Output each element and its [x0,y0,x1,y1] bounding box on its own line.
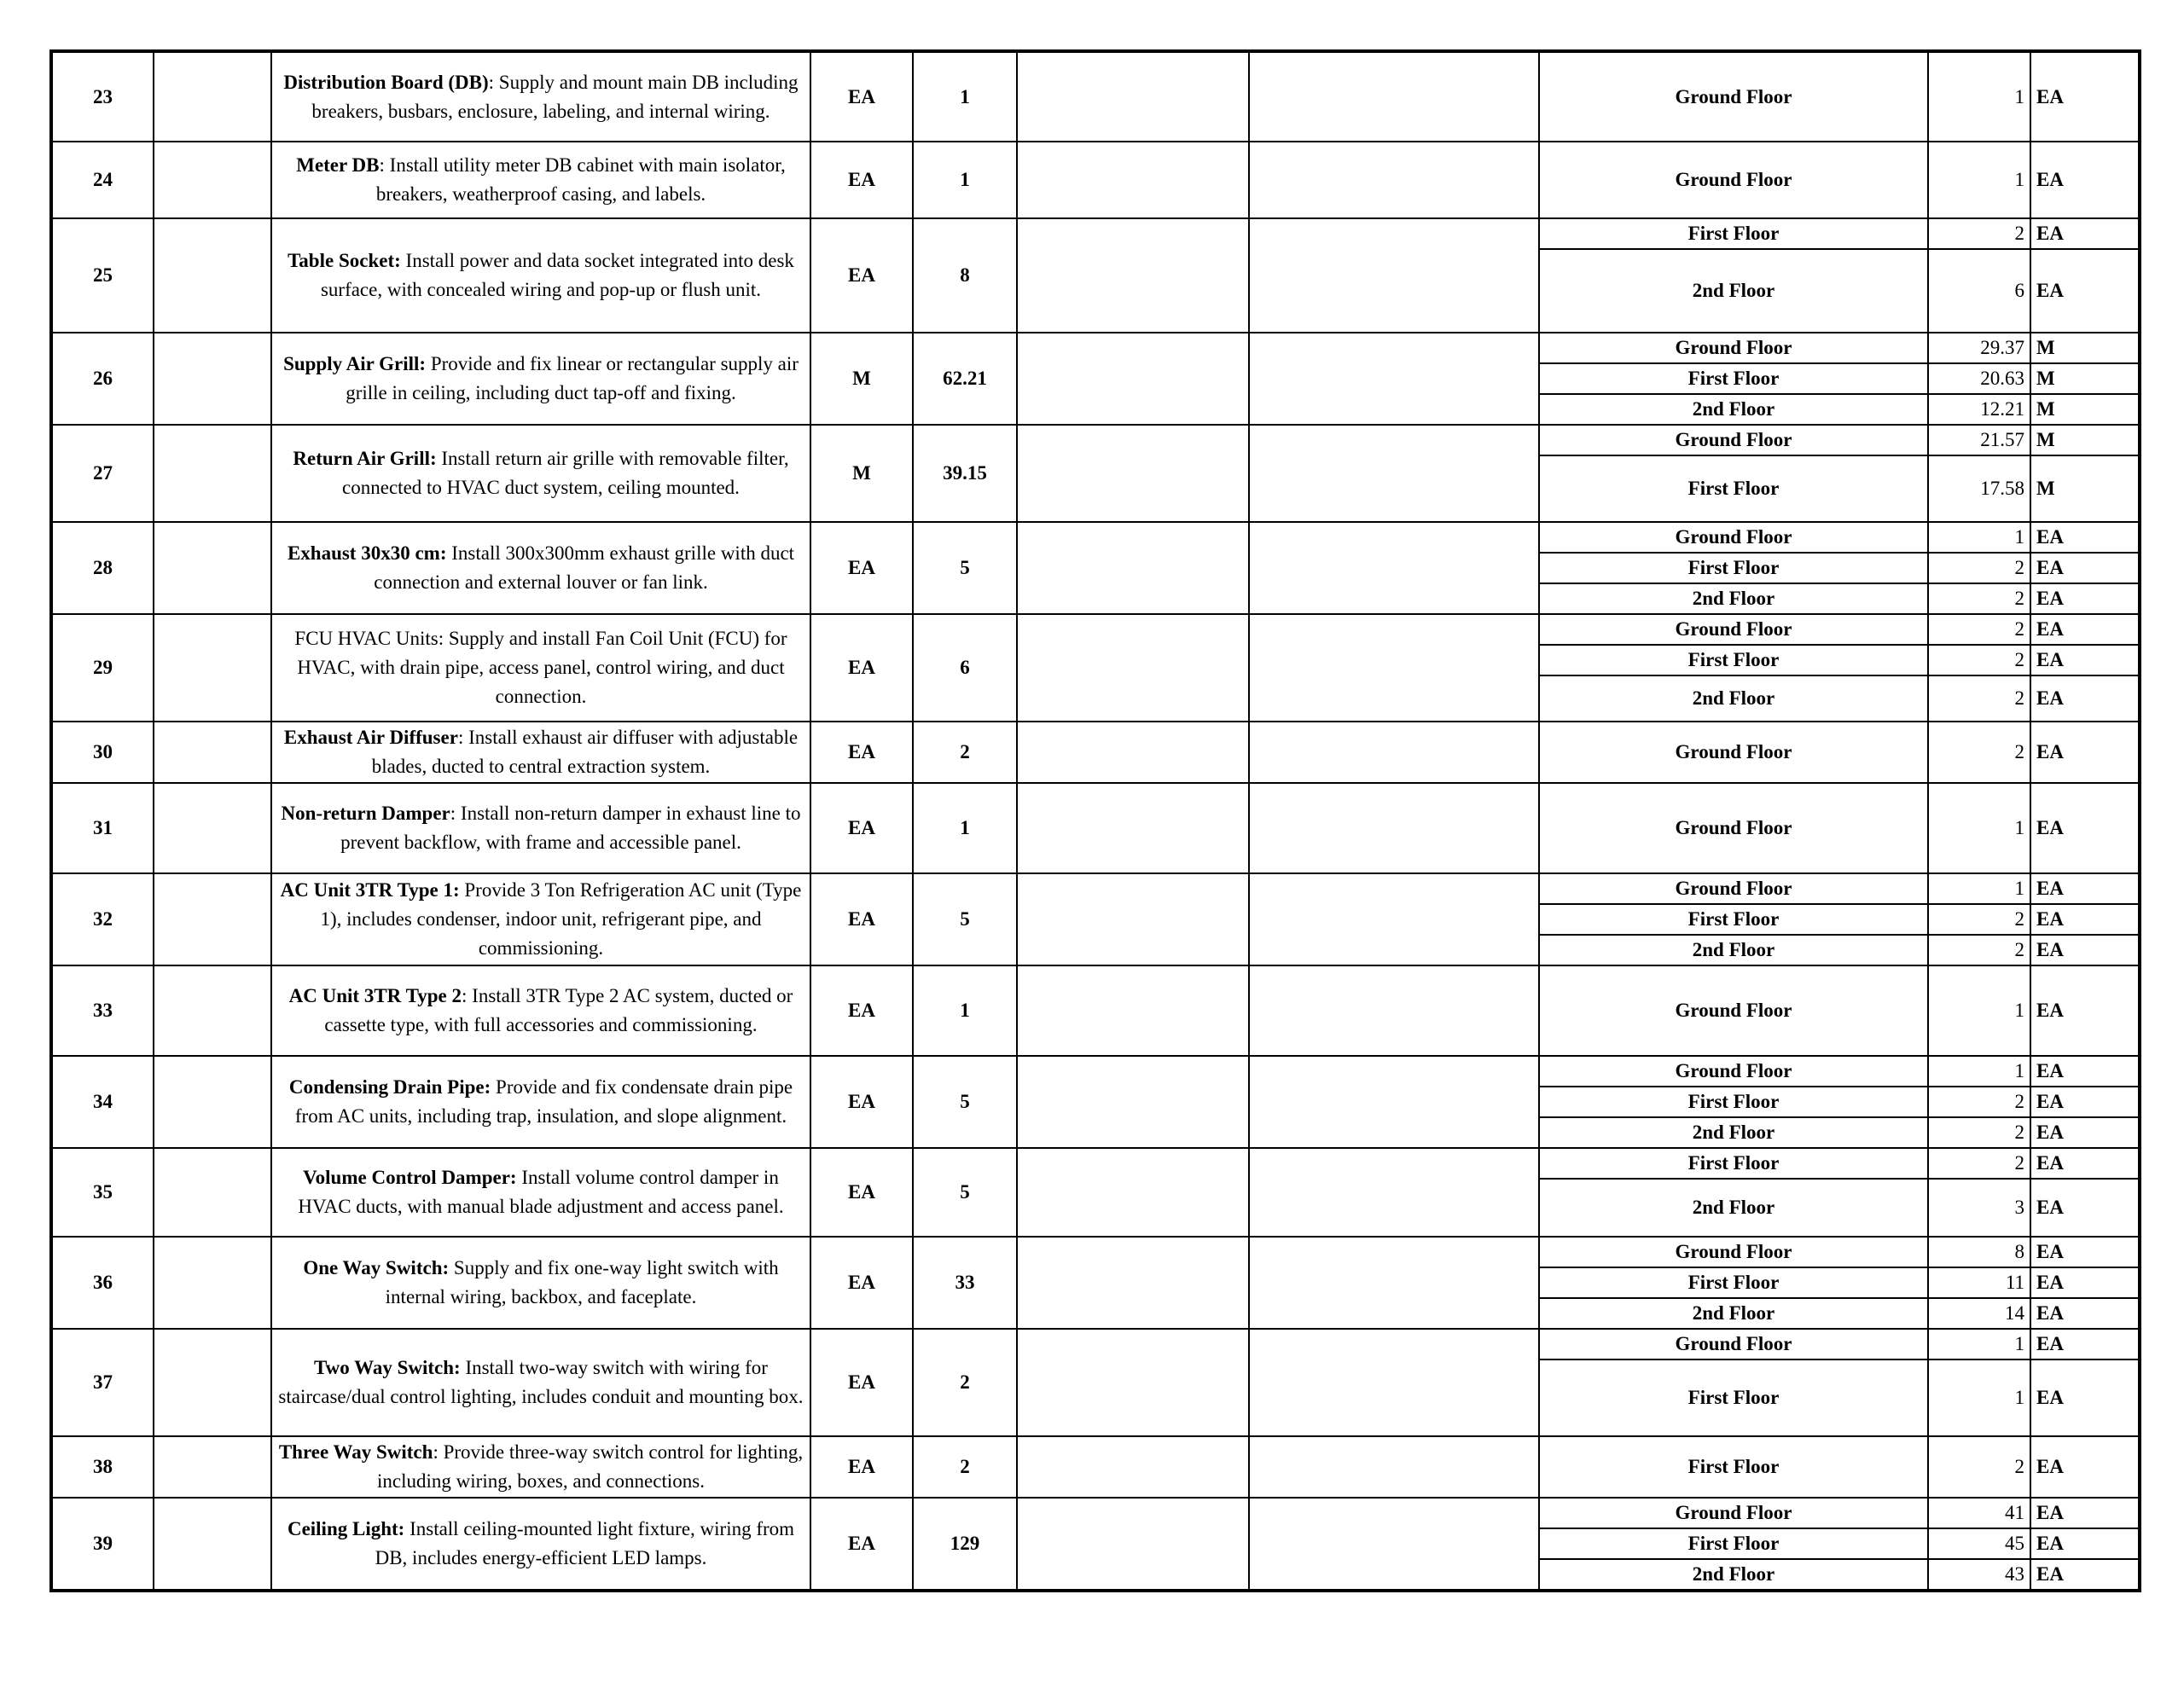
item-text: : Provide three-way switch control for lighting, including wiring, boxes, and connections. [377,1441,804,1492]
location-quantity: 2 [1928,722,2030,783]
location-quantity: 14 [1928,1298,2030,1329]
amount-cell [1249,51,1539,142]
item-quantity: 1 [913,142,1017,218]
item-unit: EA [810,873,913,965]
location-quantity: 2 [1928,1117,2030,1148]
location-quantity: 2 [1928,1087,2030,1117]
location-quantity: 2 [1928,645,2030,675]
rate-cell [1017,425,1249,522]
item-title: Condensing Drain Pipe: [288,1076,491,1098]
item-quantity: 62.21 [913,333,1017,425]
location-floor: First Floor [1539,1359,1928,1436]
item-unit: EA [810,1329,913,1436]
rate-cell [1017,522,1249,614]
location-unit: EA [2030,1528,2140,1559]
table-row [51,1056,2140,1087]
item-title: AC Unit 3TR Type 2 [288,985,462,1006]
location-quantity: 3 [1928,1179,2030,1237]
item-description [271,873,810,965]
item-description [271,522,810,614]
location-floor: Ground Floor [1539,722,1928,783]
table-row [51,1498,2140,1528]
boq-body [51,51,2140,1591]
item-title: Three Way Switch [278,1441,433,1463]
item-quantity: 129 [913,1498,1017,1591]
location-floor: 2nd Floor [1539,935,1928,965]
item-number: 24 [51,142,154,218]
location-quantity: 21.57 [1928,425,2030,455]
location-floor: First Floor [1539,1087,1928,1117]
location-floor: Ground Floor [1539,783,1928,873]
item-number: 35 [51,1148,154,1237]
item-number: 23 [51,51,154,142]
blank-cell [154,965,271,1056]
table-row [51,51,2140,142]
location-floor: 2nd Floor [1539,1559,1928,1591]
location-quantity: 1 [1928,51,2030,142]
table-row [51,873,2140,904]
item-quantity: 8 [913,218,1017,333]
item-text: Install power and data socket integrated into desk surface, with concealed wiring and pop-up or flush unit. [320,250,794,300]
item-unit: EA [810,783,913,873]
blank-cell [154,1498,271,1591]
item-number: 29 [51,614,154,722]
table-row [51,722,2140,783]
item-number: 36 [51,1237,154,1329]
amount-cell [1249,1148,1539,1237]
location-floor: 2nd Floor [1539,249,1928,333]
item-title: Return Air Grill: [293,448,437,469]
amount-cell [1249,614,1539,722]
location-quantity: 2 [1928,583,2030,614]
location-unit: EA [2030,522,2140,553]
location-floor: Ground Floor [1539,1237,1928,1267]
item-quantity: 5 [913,1056,1017,1148]
table-row [51,425,2140,455]
rate-cell [1017,965,1249,1056]
location-quantity: 2 [1928,935,2030,965]
location-quantity: 2 [1928,553,2030,583]
item-unit: M [810,333,913,425]
location-floor: Ground Floor [1539,1498,1928,1528]
location-floor: Ground Floor [1539,51,1928,142]
blank-cell [154,142,271,218]
location-unit: EA [2030,1179,2140,1237]
location-floor: Ground Floor [1539,1329,1928,1359]
location-unit: EA [2030,1087,2140,1117]
table-row [51,333,2140,363]
item-title: Non-return Damper [281,803,450,824]
location-quantity: 1 [1928,1359,2030,1436]
location-floor: First Floor [1539,1267,1928,1298]
item-text: Install return air grille with removable filter, connected to HVAC duct system, ceiling mounted. [342,448,789,498]
location-unit: EA [2030,1056,2140,1087]
item-text: Supply and fix one-way light switch with internal wiring, backbox, and faceplate. [385,1257,779,1307]
item-description [271,142,810,218]
rate-cell [1017,1436,1249,1498]
blank-cell [154,522,271,614]
item-title: Two Way Switch: [314,1357,461,1378]
item-title: One Way Switch: [303,1257,450,1278]
location-floor: 2nd Floor [1539,1117,1928,1148]
location-unit: EA [2030,249,2140,333]
item-description [271,1148,810,1237]
boq-table [49,49,2141,1592]
table-row [51,142,2140,218]
item-text: : Install utility meter DB cabinet with main isolator, breakers, weatherproof casing, and labels. [375,154,786,205]
location-unit: EA [2030,1148,2140,1179]
location-quantity: 17.58 [1928,455,2030,522]
amount-cell [1249,218,1539,333]
item-text: Provide and fix linear or rectangular supply air grille in ceiling, including duct tap-off and fixing. [346,353,799,403]
location-quantity: 43 [1928,1559,2030,1591]
location-unit: EA [2030,583,2140,614]
location-unit: M [2030,363,2140,394]
location-unit: M [2030,333,2140,363]
location-quantity: 1 [1928,783,2030,873]
amount-cell [1249,142,1539,218]
location-floor: Ground Floor [1539,142,1928,218]
rate-cell [1017,873,1249,965]
item-text: Install two-way switch with wiring for staircase/dual control lighting, includes conduit and mounting box. [278,1357,804,1407]
rate-cell [1017,142,1249,218]
location-unit: EA [2030,1329,2140,1359]
rate-cell [1017,333,1249,425]
item-quantity: 5 [913,873,1017,965]
rate-cell [1017,614,1249,722]
location-unit: EA [2030,218,2140,249]
item-text: Install volume control damper in HVAC ducts, with manual blade adjustment and access panel. [298,1167,784,1217]
location-quantity: 29.37 [1928,333,2030,363]
location-quantity: 2 [1928,614,2030,645]
item-text: : Install exhaust air diffuser with adjustable blades, ducted to central extraction system. [371,727,799,777]
item-unit: EA [810,1436,913,1498]
item-quantity: 1 [913,51,1017,142]
item-quantity: 2 [913,1329,1017,1436]
location-unit: M [2030,425,2140,455]
blank-cell [154,425,271,522]
item-description [271,783,810,873]
item-title: Exhaust 30x30 cm: [287,542,447,564]
item-title: Volume Control Damper: [303,1167,517,1188]
item-description [271,333,810,425]
item-unit: EA [810,722,913,783]
location-floor: First Floor [1539,363,1928,394]
amount-cell [1249,1237,1539,1329]
item-unit: EA [810,142,913,218]
item-description [271,218,810,333]
location-unit: EA [2030,1117,2140,1148]
table-row [51,614,2140,645]
location-floor: Ground Floor [1539,333,1928,363]
item-number: 34 [51,1056,154,1148]
location-unit: EA [2030,614,2140,645]
item-title: AC Unit 3TR Type 1: [280,879,460,901]
blank-cell [154,1436,271,1498]
location-unit: EA [2030,645,2140,675]
rate-cell [1017,1237,1249,1329]
location-floor: Ground Floor [1539,614,1928,645]
item-description [271,425,810,522]
item-description [271,965,810,1056]
location-unit: EA [2030,1298,2140,1329]
location-unit: EA [2030,1498,2140,1528]
item-text: : Install 3TR Type 2 AC system, ducted or cassette type, with full accessories and commissioning. [324,985,793,1035]
item-text: : Install non-return damper in exhaust line to prevent backflow, with frame and accessible panel. [340,803,801,853]
blank-cell [154,1056,271,1148]
location-quantity: 45 [1928,1528,2030,1559]
location-quantity: 1 [1928,1056,2030,1087]
item-description [271,1056,810,1148]
location-floor: 2nd Floor [1539,675,1928,722]
item-number: 38 [51,1436,154,1498]
item-text: Install 300x300mm exhaust grille with duct connection and external louver or fan link. [374,542,795,593]
location-unit: EA [2030,904,2140,935]
location-unit: EA [2030,553,2140,583]
table-row [51,522,2140,553]
location-floor: First Floor [1539,218,1928,249]
amount-cell [1249,522,1539,614]
item-description [271,722,810,783]
item-description [271,1237,810,1329]
amount-cell [1249,425,1539,522]
blank-cell [154,51,271,142]
item-quantity: 33 [913,1237,1017,1329]
rate-cell [1017,1329,1249,1436]
location-floor: Ground Floor [1539,965,1928,1056]
location-unit: EA [2030,965,2140,1056]
amount-cell [1249,783,1539,873]
location-quantity: 2 [1928,904,2030,935]
item-number: 31 [51,783,154,873]
item-number: 33 [51,965,154,1056]
item-quantity: 1 [913,783,1017,873]
location-quantity: 1 [1928,1329,2030,1359]
location-unit: EA [2030,675,2140,722]
location-quantity: 1 [1928,142,2030,218]
blank-cell [154,218,271,333]
rate-cell [1017,51,1249,142]
item-title: Supply Air Grill: [283,353,427,374]
item-text: Provide 3 Ton Refrigeration AC unit (Type 1), includes condenser, indoor unit, refrigerant pipe, and commissioning. [320,879,802,959]
location-unit: EA [2030,1559,2140,1591]
location-floor: 2nd Floor [1539,394,1928,425]
table-row [51,965,2140,1056]
item-unit: EA [810,51,913,142]
item-number: 39 [51,1498,154,1591]
rate-cell [1017,722,1249,783]
table-row [51,783,2140,873]
item-unit: EA [810,614,913,722]
location-unit: EA [2030,142,2140,218]
table-row [51,1329,2140,1359]
blank-cell [154,333,271,425]
blank-cell [154,1237,271,1329]
item-number: 25 [51,218,154,333]
location-unit: EA [2030,51,2140,142]
location-unit: EA [2030,873,2140,904]
location-unit: EA [2030,1359,2140,1436]
item-text: Provide and fix condensate drain pipe from AC units, including trap, insulation, and slope alignment. [294,1076,793,1127]
item-quantity: 2 [913,1436,1017,1498]
location-quantity: 6 [1928,249,2030,333]
item-unit: EA [810,965,913,1056]
location-quantity: 41 [1928,1498,2030,1528]
location-quantity: 1 [1928,522,2030,553]
location-floor: 2nd Floor [1539,1298,1928,1329]
blank-cell [154,1329,271,1436]
rate-cell [1017,783,1249,873]
item-unit: EA [810,218,913,333]
location-quantity: 1 [1928,873,2030,904]
location-floor: First Floor [1539,1528,1928,1559]
amount-cell [1249,722,1539,783]
item-description [271,51,810,142]
item-title: Exhaust Air Diffuser [283,727,458,748]
location-quantity: 20.63 [1928,363,2030,394]
item-description [271,1436,810,1498]
item-text: Install ceiling-mounted light fixture, wiring from DB, includes energy-efficient LED lamps. [375,1518,795,1568]
location-unit: EA [2030,1267,2140,1298]
location-quantity: 12.21 [1928,394,2030,425]
amount-cell [1249,1436,1539,1498]
location-unit: EA [2030,1237,2140,1267]
blank-cell [154,873,271,965]
item-quantity: 39.15 [913,425,1017,522]
item-quantity: 6 [913,614,1017,722]
item-description [271,1329,810,1436]
location-unit: EA [2030,783,2140,873]
blank-cell [154,783,271,873]
item-description [271,614,810,722]
item-unit: EA [810,1056,913,1148]
location-quantity: 2 [1928,218,2030,249]
boq-sheet [49,49,2141,1592]
table-row [51,1148,2140,1179]
item-number: 28 [51,522,154,614]
location-floor: First Floor [1539,1436,1928,1498]
location-unit: M [2030,455,2140,522]
amount-cell [1249,1498,1539,1591]
rate-cell [1017,1056,1249,1148]
item-title: Ceiling Light: [287,1518,405,1539]
item-number: 37 [51,1329,154,1436]
location-floor: First Floor [1539,1148,1928,1179]
item-number: 27 [51,425,154,522]
location-unit: M [2030,394,2140,425]
amount-cell [1249,333,1539,425]
location-quantity: 1 [1928,965,2030,1056]
item-title: Meter DB [296,154,380,176]
table-row [51,1237,2140,1267]
location-floor: Ground Floor [1539,1056,1928,1087]
item-number: 26 [51,333,154,425]
table-row [51,218,2140,249]
item-number: 32 [51,873,154,965]
location-floor: 2nd Floor [1539,583,1928,614]
item-quantity: 5 [913,522,1017,614]
location-quantity: 11 [1928,1267,2030,1298]
amount-cell [1249,1056,1539,1148]
location-floor: Ground Floor [1539,873,1928,904]
rate-cell [1017,1148,1249,1237]
location-floor: First Floor [1539,455,1928,522]
item-text: : Supply and mount main DB including breakers, busbars, enclosure, labeling, and internal wiring. [311,71,799,122]
item-title: Table Socket: [288,250,401,271]
item-quantity: 1 [913,965,1017,1056]
item-unit: EA [810,1498,913,1591]
item-unit: M [810,425,913,522]
item-quantity: 5 [913,1148,1017,1237]
item-unit: EA [810,522,913,614]
blank-cell [154,722,271,783]
location-floor: Ground Floor [1539,425,1928,455]
location-unit: EA [2030,935,2140,965]
item-title: Distribution Board (DB) [283,71,489,93]
location-quantity: 2 [1928,1436,2030,1498]
rate-cell [1017,1498,1249,1591]
location-quantity: 8 [1928,1237,2030,1267]
item-quantity: 2 [913,722,1017,783]
item-unit: EA [810,1148,913,1237]
location-floor: First Floor [1539,553,1928,583]
blank-cell [154,1148,271,1237]
location-floor: Ground Floor [1539,522,1928,553]
location-quantity: 2 [1928,675,2030,722]
item-unit: EA [810,1237,913,1329]
blank-cell [154,614,271,722]
location-quantity: 2 [1928,1148,2030,1179]
item-text: FCU HVAC Units: Supply and install Fan Coil Unit (FCU) for HVAC, with drain pipe, access panel, control wiring, and duct connection. [294,628,787,707]
table-row [51,1436,2140,1498]
location-floor: First Floor [1539,645,1928,675]
rate-cell [1017,218,1249,333]
location-unit: EA [2030,722,2140,783]
amount-cell [1249,965,1539,1056]
amount-cell [1249,873,1539,965]
location-unit: EA [2030,1436,2140,1498]
location-floor: First Floor [1539,904,1928,935]
location-floor: 2nd Floor [1539,1179,1928,1237]
amount-cell [1249,1329,1539,1436]
item-description [271,1498,810,1591]
item-number: 30 [51,722,154,783]
